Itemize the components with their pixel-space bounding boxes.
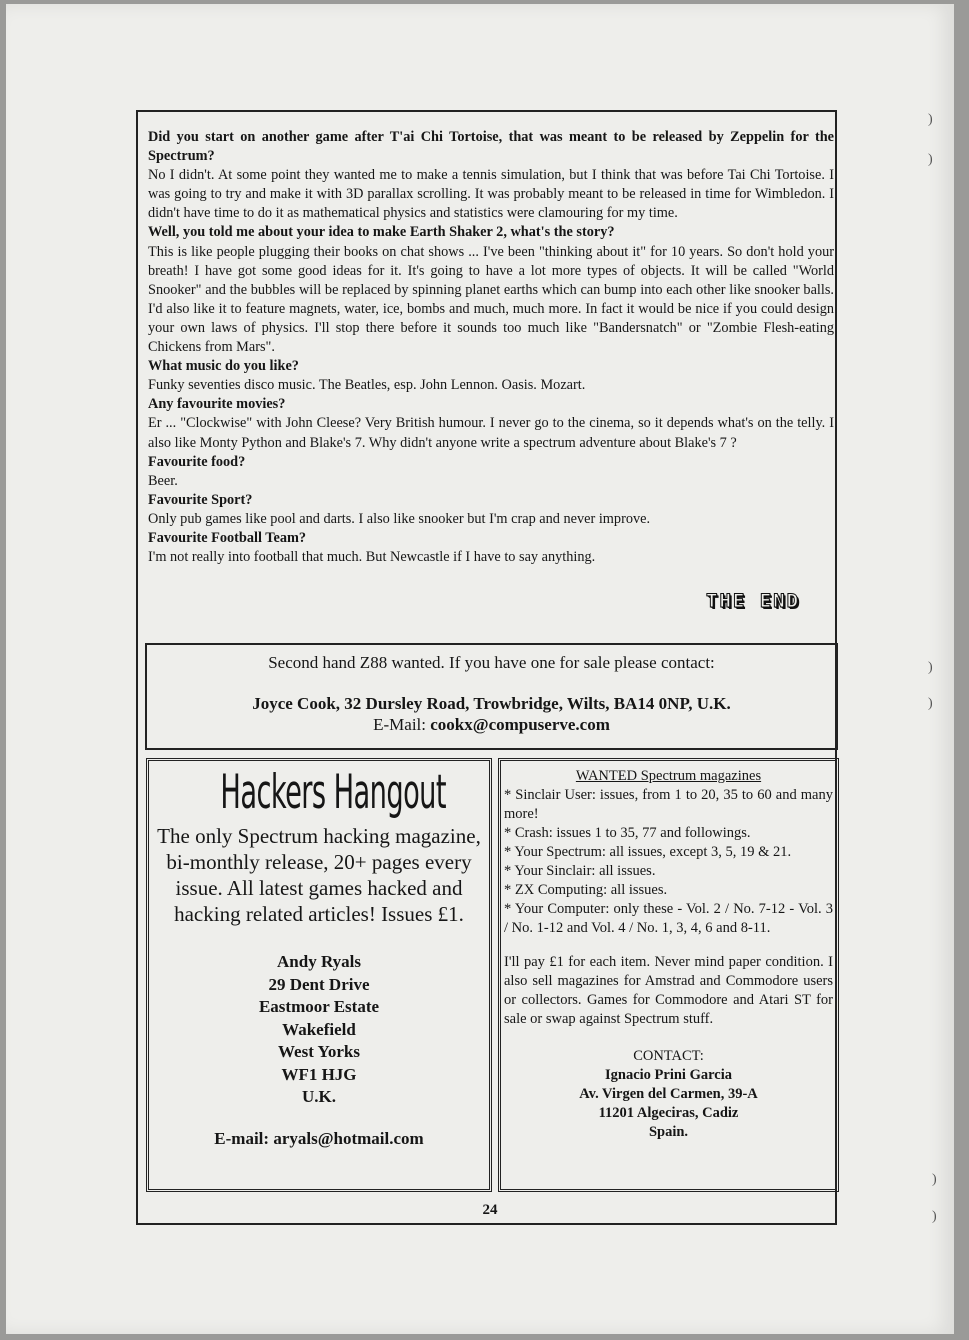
wanted-item: * Crash: issues 1 to 35, 77 and followings. bbox=[504, 825, 751, 841]
hackers-hangout-email: E-mail: aryals@hotmail.com bbox=[214, 1128, 424, 1148]
interview-question: What music do you like? bbox=[148, 358, 299, 375]
interview-answer: No I didn't. At some point they wanted me to make a tennis simulation, but I think that was before Tai Chi Tortoise. I was going to try and make it with 3D parallax scrolling. It was probably meant to be released in time for Wimbledon. I didn't have time to do it as mathematical physics and statistics were clamouring for my time. bbox=[148, 167, 834, 222]
contact-line: U.K. bbox=[302, 1087, 336, 1106]
interview-text bbox=[148, 128, 834, 567]
z88-ad-email: cookx@compuserve.com bbox=[430, 715, 610, 734]
contact-line: Ignacio Prini Garcia bbox=[604, 1067, 732, 1083]
hackers-hangout-contact bbox=[149, 951, 489, 1109]
contact-line: Wakefield bbox=[282, 1019, 356, 1039]
contact-line: Eastmoor Estate bbox=[258, 997, 380, 1016]
hackers-hangout-logo: Hackers Hangout bbox=[220, 765, 446, 820]
z88-wanted-ad bbox=[145, 643, 838, 750]
z88-ad-address: Joyce Cook, 32 Dursley Road, Trowbridge, Wilts, BA14 0NP, U.K. bbox=[252, 694, 731, 713]
contact-line: 29 Dent Drive bbox=[268, 974, 370, 994]
binding-mark: ) bbox=[928, 696, 933, 711]
contact-line: WF1 HJG bbox=[281, 1064, 357, 1084]
interview-question: Favourite Sport? bbox=[148, 491, 253, 508]
z88-ad-headline: Second hand Z88 wanted. If you have one for sale please contact: bbox=[268, 653, 715, 672]
wanted-item: * ZX Computing: all issues. bbox=[504, 882, 668, 898]
interview-answer: This is like people plugging their books on chat shows ... I've been "thinking about it" for 10 years. So don't hold your breath! I have got some good ideas for it. It's going to have a lot more types of objects. It will be called "World Snooker" and the bubbles will be replaced by spinning planet earths which can bump into each other like snooker balls. I'd also like it to feature magnets, water, ice, bombs and much, much more. In fact it would be nice if you could design your own laws of physics. I'll stop there before it sounds too much like "Bandersnatch" or "Zombie Flesh-eating Chickens from Mars". bbox=[148, 243, 834, 356]
hackers-hangout-ad bbox=[146, 758, 492, 1192]
contact-line: Av. Virgen del Carmen, 39-A bbox=[579, 1086, 758, 1102]
interview-question: Favourite Football Team? bbox=[148, 529, 307, 546]
contact-line: West Yorks bbox=[277, 1042, 360, 1061]
z88-ad-email-label: E-Mail: bbox=[373, 715, 431, 734]
interview-question: Favourite food? bbox=[148, 453, 246, 470]
wanted-item: * Your Spectrum: all issues, except 3, 5, 19 & 21. bbox=[504, 844, 792, 860]
interview-answer: Beer. bbox=[148, 472, 178, 489]
contact-line: 11201 Algeciras, Cadiz bbox=[598, 1105, 739, 1121]
hackers-hangout-tagline: The only Spectrum hacking magazine, bi-monthly release, 20+ pages every issue. All latest games hacked and hacking related articles! Issues £1. bbox=[157, 824, 481, 926]
wanted-item: * Your Computer: only these - Vol. 2 / No. 7-12 - Vol. 3 / No. 1-12 and Vol. 4 / No. 1, 3, 4, 6 and 8-11. bbox=[504, 901, 833, 936]
wanted-item: * Sinclair User: issues, from 1 to 20, 35 to 60 and many more! bbox=[504, 787, 833, 822]
binding-mark: ) bbox=[928, 152, 933, 167]
interview-question: Did you start on another game after T'ai Chi Tortoise, that was meant to be released by Zeppelin for the Spectrum? bbox=[148, 129, 834, 165]
wanted-magazines-ad bbox=[498, 758, 839, 1192]
wanted-ad-contact bbox=[504, 1047, 833, 1142]
z88-ad-email-line bbox=[147, 715, 836, 735]
contact-label: CONTACT: bbox=[633, 1048, 704, 1064]
interview-answer: Funky seventies disco music. The Beatles, esp. John Lennon. Oasis. Mozart. bbox=[148, 377, 586, 394]
interview-answer: Er ... "Clockwise" with John Cleese? Very British humour. I never go to the cinema, so it depends what's on the telly. I also like Monty Python and Blake's 7. Why didn't anyone write a spectrum adventure about Blake's 7 ? bbox=[148, 415, 834, 451]
page-number: 24 bbox=[482, 1202, 498, 1218]
binding-mark: ) bbox=[928, 112, 933, 127]
contact-line: Andy Ryals bbox=[277, 952, 361, 971]
contact-line: Spain. bbox=[648, 1124, 689, 1140]
wanted-item: * Your Sinclair: all issues. bbox=[504, 863, 656, 879]
interview-answer: I'm not really into football that much. But Newcastle if I have to say anything. bbox=[148, 549, 596, 566]
wanted-ad-heading: WANTED Spectrum magazines bbox=[575, 768, 762, 784]
binding-mark: ) bbox=[928, 660, 933, 675]
binding-mark: ) bbox=[932, 1172, 937, 1187]
interview-question: Well, you told me about your idea to make Earth Shaker 2, what's the story? bbox=[148, 224, 615, 241]
interview-question: Any favourite movies? bbox=[148, 396, 286, 413]
binding-mark: ) bbox=[932, 1209, 937, 1224]
the-end-logo: THE END bbox=[706, 590, 801, 612]
wanted-ad-note: I'll pay £1 for each item. Never mind paper condition. I also sell magazines for Amstrad and Commodore users or collectors. Games for Commodore and Atari ST for sale or swap against Spectrum stuff. bbox=[504, 954, 833, 1027]
interview-answer: Only pub games like pool and darts. I also like snooker but I'm crap and never improve. bbox=[148, 510, 651, 527]
